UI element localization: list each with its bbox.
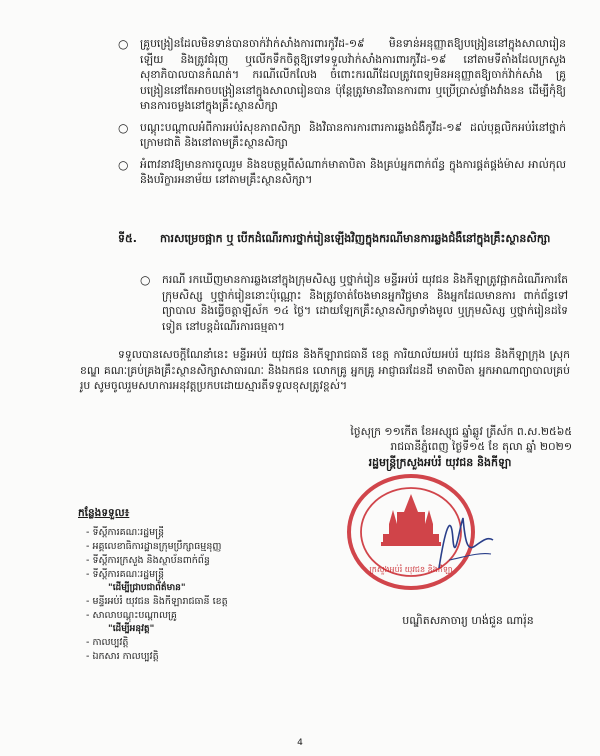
- page-number: 4: [297, 738, 303, 748]
- recipient-item: - ទីស្តីការគណៈរដ្ឋមន្ត្រី: [86, 527, 165, 538]
- signatory-name: បណ្ឌិតសភាចារ្យ ហង់ជួន ណារ៉ុន: [402, 614, 534, 627]
- lunar-date: ថ្ងៃសុក្រ ១១កើត ខែអស្សុជ ឆ្នាំឆ្លូវ ត្រីស័ក ព.ស.២៥៦៥: [350, 425, 572, 438]
- recipient-item: - ឯកសារ កាលប្បវត្តិ: [86, 651, 159, 662]
- closing-paragraph: ទទួលបានសេចក្តីណែនាំនេះ មន្ទីរអប់រំ យុវជន និងកីឡារាជធានី ខេត្ត ការិយាល័យអប់រំ យុវជន និងកីឡាក្រុង ស្រុក ខណ្ឌ គណៈគ្រប់គ្រងគ្រឹះស្ថានសិក្សាសាធារណៈ និងឯកជន លោកគ្រូ អ្នកគ្រូ អាជ្ញាធរដែនដី មាតាបិតា អ្នកអាណាព្យាបាលគ្រប់រូប សូមចូលរួមសហការអនុវត្តប្រកបដោយស្មារតីទទួលខុសត្រូវខ្ពស់។: [80, 348, 570, 392]
- date-block: [282, 424, 572, 454]
- section-number: ទី៥.: [118, 232, 137, 245]
- official-stamp-seal: [341, 470, 511, 596]
- list-item: [118, 36, 566, 114]
- bullet-list-top: [118, 36, 566, 194]
- recipient-item: - កាលប្បវត្តិ: [86, 637, 129, 648]
- bullet-text: អំពាវនាវឱ្យមានការចូលរួម និងឧបត្ថម្ភពីសំណាក់មាតាបិតា និងគ្រប់អ្នកពាក់ព័ន្ធ ក្នុងការផ្គត់ផ្គង់ម៉ាស អាល់កុល និងបរិក្ខារអនាម័យ នៅតាមគ្រឹះស្ថានសិក្សា។: [140, 157, 566, 186]
- recipient-note: "ដើម្បីអនុវត្ត": [108, 624, 155, 634]
- bullet-circle-icon: ○: [140, 273, 151, 287]
- recipient-note: "ដើម្បីជ្រាបជាព័ត៌មាន": [108, 583, 186, 593]
- recipients-heading: កន្លែងទទួល៖: [78, 507, 130, 519]
- bullet-circle-icon: ○: [118, 120, 129, 135]
- bullet-text: គ្រូបង្រៀនដែលមិនទាន់បានចាក់វ៉ាក់សាំងការពារកូវីដ-១៩ មិនទាន់អនុញ្ញាតឱ្យបង្រៀននៅក្នុងសាលារៀនឡើយ និងត្រូវជំរុញ ឬលើកទឹកចិត្តឱ្យទៅទទួលវ៉ាក់សាំងការពារកូវីដ-១៩ នៅតាមទីតាំងដែលក្រសួងសុខាភិបាលបានកំណត់។ ករណីលើកលែង ចំពោះករណីដែលត្រូវពេទ្យមិនអនុញ្ញាតឱ្យចាក់វ៉ាក់សាំង គ្រូបង្រៀននៅតែអាចបង្រៀននៅក្នុងសាលារៀនបាន ប៉ុន្តែត្រូវមានវិធានការពារ ឬប្រើប្រាស់ផ្ទាំងវាំងនន ដើម្បីកុំឱ្យមានការចម្លងនៅក្នុងគ្រឹះស្ថានសិក្សា: [140, 37, 566, 112]
- recipient-item: - មន្ទីរអប់រំ យុវជន និងកីឡារាជធានី ខេត្ត: [86, 596, 228, 607]
- signatory-title: រដ្ឋមន្ត្រីក្រសួងអប់រំ យុវជន និងកីឡា: [368, 456, 512, 469]
- section-heading: [118, 231, 568, 247]
- recipient-item: - ទីស្តីការក្រសួង និងស្ថាប័នពាក់ព័ន្ធ: [86, 555, 210, 566]
- stamp-ring-text: ក្រសួងអប់រំ យុវជន និងកីឡា: [369, 565, 453, 574]
- recipient-item: - ទីស្តីការគណៈរដ្ឋមន្ត្រី: [86, 569, 165, 580]
- bullet-text: ករណី រកឃើញមានការឆ្លងនៅក្នុងក្រុមសិស្ស ឬថ្នាក់រៀន មន្ទីរអប់រំ យុវជន និងកីឡាត្រូវផ្អាកដំណើរការតែក្រុមសិស្ស ឬថ្នាក់រៀននោះប៉ុណ្ណោះ និងត្រូវចាត់ចែងមានអ្នកវិជ្ជមាន និងអ្នកដែលមានការ ពាក់ព័ន្ធទៅព្យាបាល និងធ្វើចត្តាឡីស័ក ១៤ ថ្ងៃ។ ដោយឡែកគ្រឹះស្ថានសិក្សាទាំងមូល ឬក្រុមសិស្ស ឬថ្នាក់រៀនដទៃទៀត នៅបន្តដំណើរការធម្មតា។: [162, 273, 568, 333]
- list-item: [118, 157, 566, 188]
- recipient-item: - អគ្គលេខាធិការដ្ឋានក្រុមប្រឹក្សាធម្មនុញ្ញ: [86, 541, 222, 552]
- bullet-list-section: [140, 272, 568, 340]
- angkor-temple-icon: [381, 494, 441, 546]
- list-item: [140, 272, 568, 334]
- recipient-item: - សាលាបណ្តុះបណ្តាលគ្រូ: [86, 610, 177, 621]
- bullet-text: បណ្តុះបណ្តាលអំពីការអប់រំសុខភាពសិក្សា និងវិធានការការពារការឆ្លងជំងឺកូវីដ-១៩ ដល់បុគ្គលិកអប់រំនៅថ្នាក់ក្រោមជាតិ និងនៅតាមគ្រឹះស្ថានសិក្សា: [140, 120, 566, 149]
- bullet-circle-icon: ○: [118, 37, 129, 51]
- list-item: [118, 120, 566, 151]
- recipients-list: [78, 507, 278, 664]
- solar-date: រាជធានីភ្នំពេញ ថ្ងៃទី១៥ ខែ តុលា ឆ្នាំ ២០២១: [390, 440, 572, 453]
- bullet-circle-icon: ○: [118, 157, 129, 172]
- section-title: ការសម្រេចផ្អាក ឬ បើកដំណើរការថ្នាក់រៀនឡើងវិញក្នុងករណីមានការឆ្លងជំងឺនៅក្នុងគ្រឹះស្ថានសិក្សា: [160, 232, 551, 245]
